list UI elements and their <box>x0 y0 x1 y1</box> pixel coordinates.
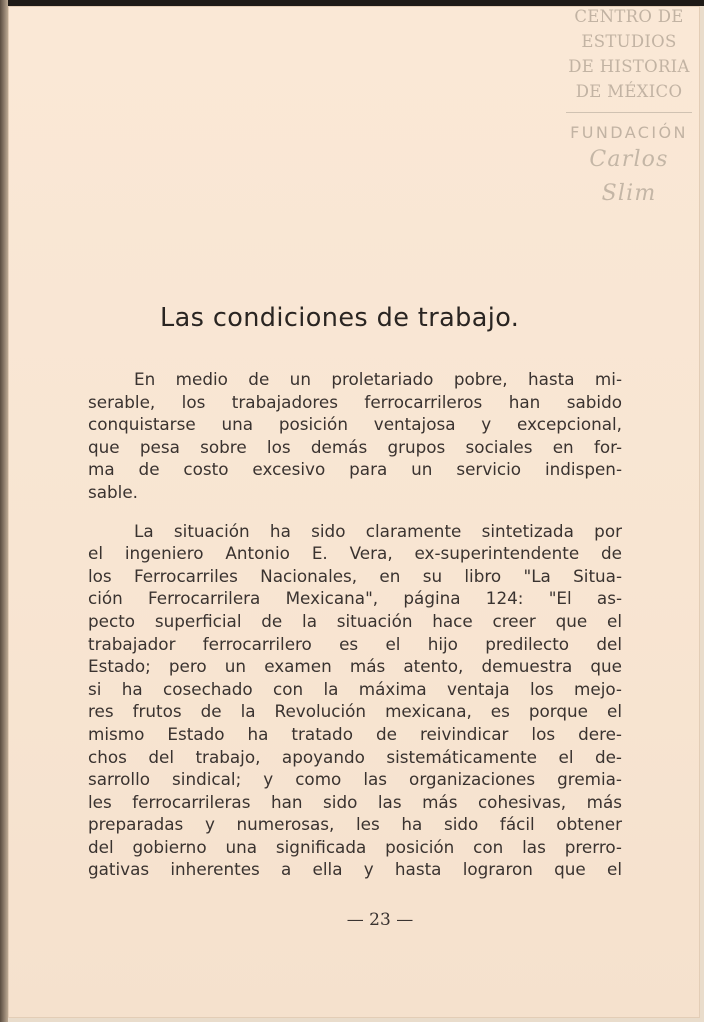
watermark-line-3: DE HISTORIA <box>568 57 690 76</box>
watermark-line-4: DE MÉXICO <box>575 82 683 101</box>
text-line: res frutos de la Revolución mexicana, es porque el <box>88 701 622 722</box>
paragraph-2 <box>88 520 622 882</box>
text-line: que pesa sobre los demás grupos sociales en for- <box>88 436 622 457</box>
text-line: mismo Estado ha tratado de reivindicar los dere- <box>88 723 622 744</box>
text-line: La situación ha sido claramente sintetizada por <box>134 520 622 541</box>
watermark-signature: Carlos Slim <box>589 147 669 206</box>
text-line: les ferrocarrileras han sido las más cohesivas, más <box>88 791 622 812</box>
text-line: si ha cosechado con la máxima ventaja los mejo- <box>88 678 622 699</box>
scan-left-edge <box>0 0 8 1022</box>
text-line: En medio de un proletariado pobre, hasta mi- <box>134 369 622 389</box>
text-line: ma de costo excesivo para un servicio indispen- <box>88 459 622 480</box>
watermark-line-1: CENTRO DE <box>574 7 684 26</box>
text-line: los Ferrocarriles Nacionales, en su libro "La Situa- <box>88 565 622 586</box>
text-line: trabajador ferrocarrilero es el hijo predilecto del <box>88 633 622 654</box>
watermark-line-2: ESTUDIOS <box>581 32 677 51</box>
text-line: del gobierno una significada posición con las prerro- <box>88 836 622 857</box>
page-number: — 23 — <box>346 910 414 930</box>
text-line: ción Ferrocarrilera Mexicana", página 124: "El as- <box>88 588 622 609</box>
page-title: Las condiciones de trabajo. <box>160 303 520 333</box>
text-line: chos del trabajo, apoyando sistemáticamente el de- <box>88 746 622 767</box>
text-line: sarrollo sindical; y como las organizaciones gremia- <box>88 769 622 790</box>
text-line: sable. <box>88 481 138 502</box>
archive-watermark <box>560 4 698 211</box>
watermark-foundation: FUNDACIÓN <box>570 123 688 142</box>
text-line: el ingeniero Antonio E. Vera, ex-superintendente de <box>88 543 622 564</box>
text-line: gativas inherentes a ella y hasta lograron que el <box>88 859 622 880</box>
text-line: serable, los trabajadores ferrocarrileros han sabido <box>88 391 622 412</box>
text-line: Estado; pero un examen más atento, demuestra que <box>88 656 622 677</box>
text-line: conquistarse una posición ventajosa y excepcional, <box>88 414 622 435</box>
text-line: pecto superficial de la situación hace creer que el <box>88 610 622 631</box>
body-text <box>88 368 622 881</box>
paragraph-1 <box>88 368 622 504</box>
watermark-divider <box>566 112 692 113</box>
text-line: preparadas y numerosas, les ha sido fácil obtener <box>88 814 622 835</box>
